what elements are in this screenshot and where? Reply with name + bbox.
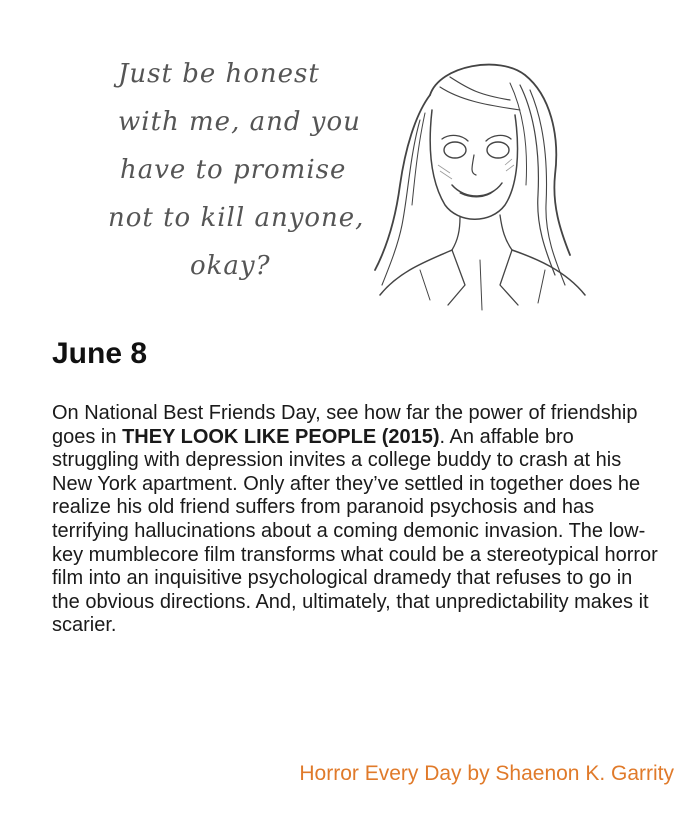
- speech-line: Just be honest: [118, 59, 320, 89]
- speech-line: have to promise: [120, 155, 347, 186]
- film-title: THEY LOOK LIKE PEOPLE (2015): [122, 425, 440, 448]
- speech-line: okay?: [190, 251, 271, 282]
- review-body: . An affable bro struggling with depression invites a college buddy to crash at his New York apartment. Only after they’ve settled in together does he realize his old friend suffers from paranoid psychosis and has terrifying hallucinations about a coming demonic invasion. The low-key mumblecore film transforms what could be a stereotypical horror film into an inquisitive psychological dramedy that refuses to go in the obvious directions. And, ultimately, that unpredictability makes it scarier.: [52, 425, 658, 637]
- series-credit: Horror Every Day by Shaenon K. Garrity: [299, 762, 674, 785]
- comic-illustration: [0, 0, 700, 330]
- review-intro: On National Best Friends Day, see how far the power of friendship goes in: [52, 402, 638, 448]
- woman-portrait-drawing: [360, 55, 605, 315]
- speech-line: not to kill anyone,: [108, 203, 365, 234]
- review-text: [52, 402, 662, 638]
- speech-line: with me, and you: [118, 107, 361, 138]
- entry-date: June 8: [52, 337, 148, 370]
- speech-text: [100, 50, 390, 290]
